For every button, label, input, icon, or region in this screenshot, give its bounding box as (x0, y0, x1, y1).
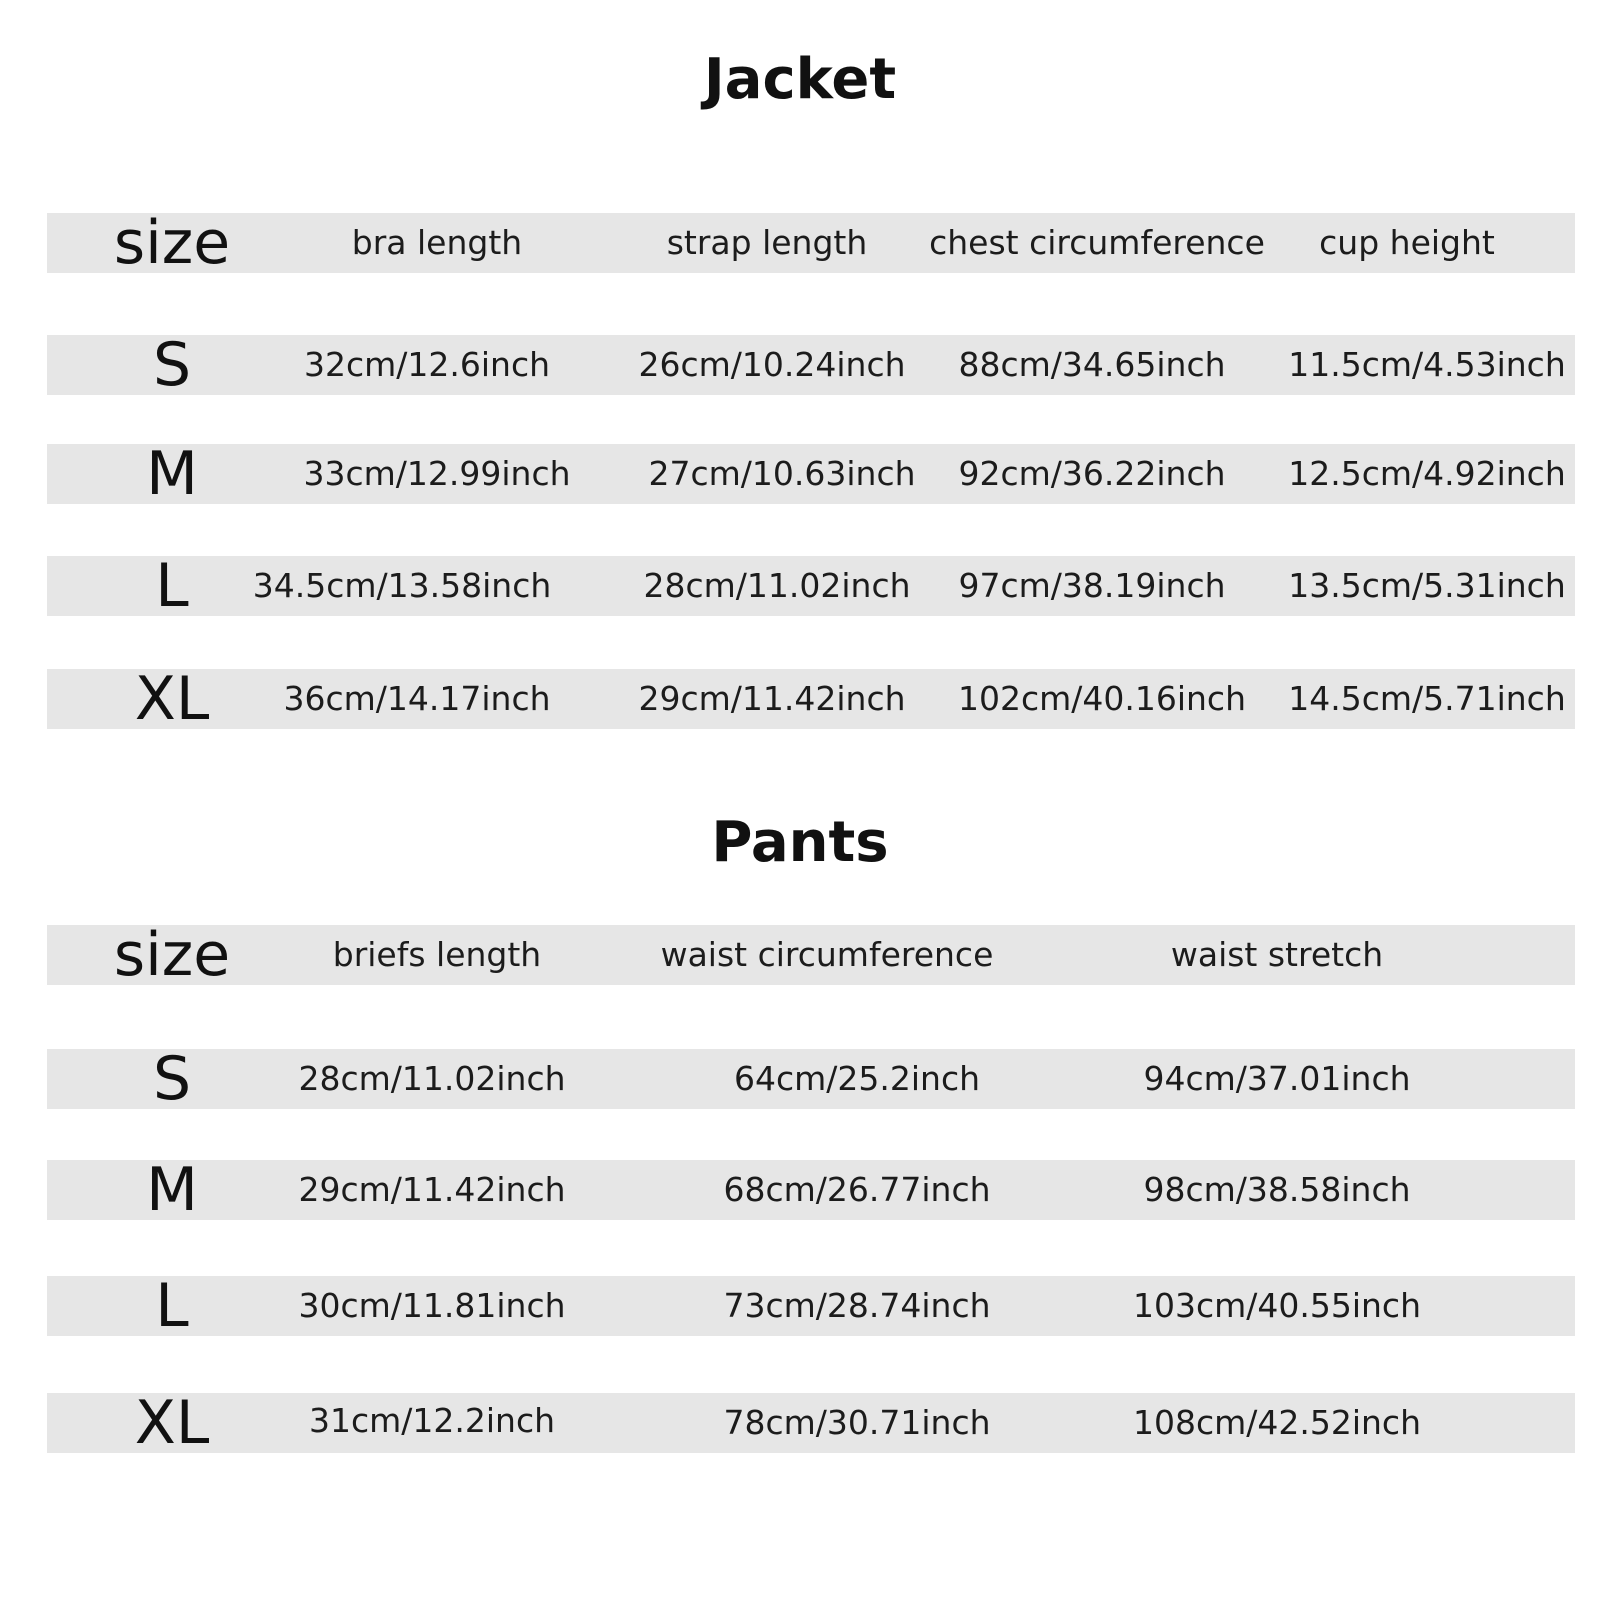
pants-row-s (47, 1044, 1575, 1114)
waist-stretch-value: 103cm/40.55inch (1132, 1286, 1421, 1325)
chest-circumference-value: 97cm/38.19inch (958, 566, 1226, 605)
pants-header-briefs-length: briefs length (332, 935, 542, 974)
size-label: L (155, 1271, 189, 1341)
pants-row-l (47, 1271, 1575, 1341)
briefs-length-value: 30cm/11.81inch (298, 1286, 566, 1325)
pants-header-row (47, 920, 1575, 990)
pants-header-waist-stretch: waist stretch (1170, 935, 1384, 974)
jacket-header-size: size (113, 208, 231, 278)
briefs-length-value: 28cm/11.02inch (298, 1059, 566, 1098)
waist-circumference-value: 68cm/26.77inch (723, 1170, 991, 1209)
waist-stretch-value: 108cm/42.52inch (1132, 1403, 1421, 1442)
jacket-header-row (47, 208, 1575, 278)
size-label: XL (134, 664, 210, 734)
size-label: M (146, 439, 198, 509)
strap-length-value: 27cm/10.63inch (648, 454, 916, 493)
cup-height-value: 14.5cm/5.71inch (1288, 679, 1566, 718)
bra-length-value: 34.5cm/13.58inch (252, 566, 552, 605)
pants-row-xl (47, 1388, 1575, 1458)
size-label: M (146, 1155, 198, 1225)
chest-circumference-value: 102cm/40.16inch (957, 679, 1246, 718)
size-label: S (152, 1044, 192, 1114)
size-label: XL (134, 1388, 210, 1458)
size-label: S (152, 330, 192, 400)
jacket-header-cup-height: cup height (1319, 223, 1495, 262)
chest-circumference-value: 92cm/36.22inch (958, 454, 1226, 493)
waist-stretch-value: 98cm/38.58inch (1143, 1170, 1411, 1209)
waist-circumference-value: 78cm/30.71inch (723, 1403, 991, 1442)
jacket-row-l (47, 551, 1575, 621)
jacket-title: Jacket (703, 47, 897, 112)
strap-length-value: 26cm/10.24inch (638, 345, 906, 384)
jacket-row-s (47, 330, 1575, 400)
bra-length-value: 33cm/12.99inch (303, 454, 571, 493)
briefs-length-value: 29cm/11.42inch (298, 1170, 566, 1209)
pants-header-waist-circumference: waist circumference (660, 935, 994, 974)
pants-row-m (47, 1155, 1575, 1225)
bra-length-value: 32cm/12.6inch (303, 345, 551, 384)
bra-length-value: 36cm/14.17inch (283, 679, 551, 718)
jacket-header-bra-length: bra length (351, 223, 523, 262)
jacket-row-xl (47, 664, 1575, 734)
waist-stretch-value: 94cm/37.01inch (1143, 1059, 1411, 1098)
jacket-header-strap-length: strap length (666, 223, 868, 262)
pants-header-size: size (113, 920, 231, 990)
jacket-row-m (47, 439, 1575, 509)
cup-height-value: 11.5cm/4.53inch (1288, 345, 1566, 384)
chest-circumference-value: 88cm/34.65inch (958, 345, 1226, 384)
waist-circumference-value: 64cm/25.2inch (733, 1059, 981, 1098)
waist-circumference-value: 73cm/28.74inch (723, 1286, 991, 1325)
cup-height-value: 12.5cm/4.92inch (1288, 454, 1566, 493)
size-label: L (155, 551, 189, 621)
briefs-length-value: 31cm/12.2inch (308, 1401, 556, 1440)
cup-height-value: 13.5cm/5.31inch (1288, 566, 1566, 605)
pants-title: Pants (711, 810, 889, 875)
strap-length-value: 28cm/11.02inch (643, 566, 911, 605)
strap-length-value: 29cm/11.42inch (638, 679, 906, 718)
jacket-header-chest-circumference: chest circumference (929, 223, 1265, 262)
